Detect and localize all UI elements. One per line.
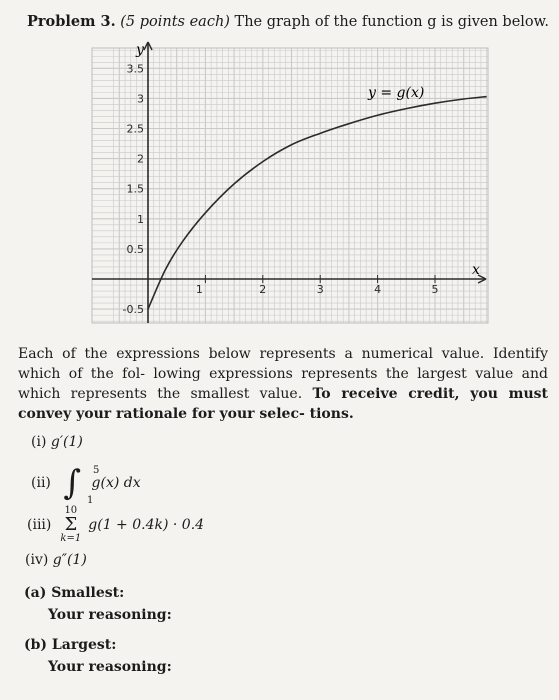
y-tick-label: 3 [137,92,144,106]
x-tick-label: 3 [316,283,324,296]
smallest-answer-label: (a) Smallest: [24,585,125,601]
function-graph [0,0,559,340]
x-tick-label: 5 [431,283,439,296]
points-note: (5 points each) [120,14,230,30]
x-tick-label: 4 [374,283,382,296]
summand: g(1 + 0.4k) · 0.4 [88,517,205,533]
y-tick-label: -0.5 [122,303,144,317]
problem-number: Problem 3. [27,13,116,30]
expression-label: (ii) [31,475,51,491]
integrand: g(x) dx [91,475,141,491]
integral-lower-limit: 1 [87,495,94,506]
graph-border [92,48,488,323]
expression-label: (i) [31,434,47,450]
y-tick-label: 2.5 [126,122,144,136]
expression-iv [25,551,87,569]
y-axis-label: y [136,42,144,58]
x-tick-label: 1 [195,283,203,296]
expression-label: (iii) [27,517,52,533]
expression-ii [31,463,141,506]
y-tick-label: 1 [137,212,144,226]
expression-formula: g″(1) [52,552,87,568]
integral-upper-limit: 5 [93,465,100,476]
smallest-reasoning-label: Your reasoning: [48,607,172,623]
x-axis-label: x [472,262,480,278]
sum-lower-limit: k=1 [60,533,82,544]
expression-i [31,433,83,451]
curve-label: y = g(x) [368,85,425,101]
expression-formula: g′(1) [50,434,83,450]
instructions-emphasis: To receive credit, you must convey your rationale for your selec- tions. [18,386,549,422]
y-tick-label: 2 [137,152,144,166]
instructions-text: Each of the expressions below represents a numerical value. Identify which of the fol- lowing expressions represents the largest value and which represents the smallest value. [18,346,548,402]
y-tick-label: 1.5 [126,182,144,196]
expression-label: (iv) [25,552,49,568]
integral-sign-icon: ∫ [63,463,82,503]
graph-grid [92,48,488,323]
sigma-icon: Σ [64,514,78,535]
y-tick-label: 0.5 [126,242,144,256]
problem-statement: The graph of the function g is given below. [234,14,549,30]
instructions [18,344,548,424]
x-tick-label: 2 [259,283,267,296]
summation [60,506,82,544]
y-tick-label: 3.5 [126,62,144,76]
largest-reasoning-label: Your reasoning: [48,659,172,675]
sum-upper-limit: 10 [64,505,78,516]
expression-iii [27,506,204,544]
largest-answer-label: (b) Largest: [24,637,117,653]
